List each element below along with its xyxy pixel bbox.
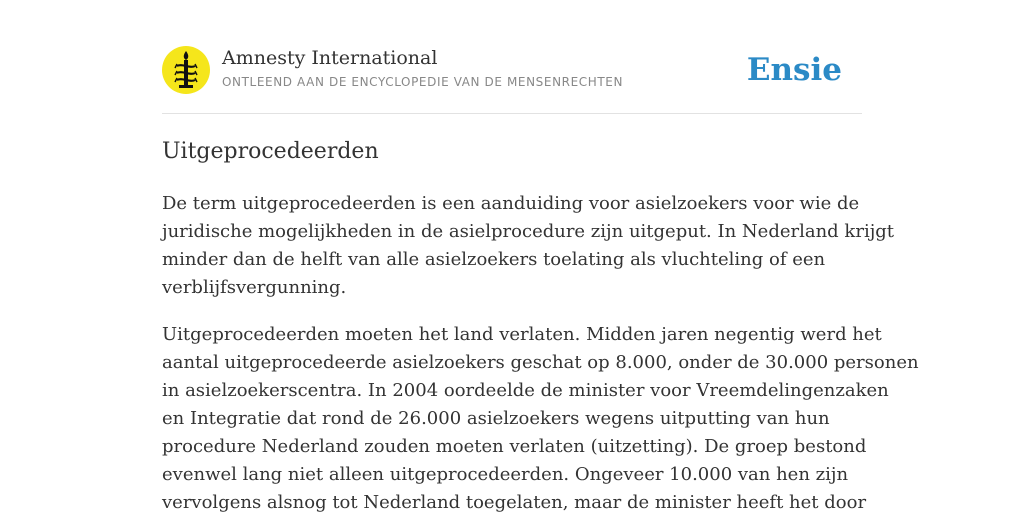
text-line: vervolgens alsnog tot Nederland toegelaten, maar de minister heeft het door <box>162 492 867 512</box>
header <box>162 46 862 96</box>
text-line: minder dan de helft van alle asielzoekers toelating als vluchteling of een <box>162 249 826 270</box>
text-line: aantal uitgeprocedeerde asielzoekers geschat op 8.000, onder de 30.000 personen <box>162 352 919 373</box>
text-line: Uitgeprocedeerden moeten het land verlaten. Midden jaren negentig werd het <box>162 324 882 345</box>
text-line: evenwel lang niet alleen uitgeprocedeerden. Ongeveer 10.000 van hen zijn <box>162 464 849 485</box>
article-title: Uitgeprocedeerden <box>162 139 379 164</box>
text-line: juridische mogelijkheden in de asielprocedure zijn uitgeput. In Nederland krijgt <box>162 221 895 242</box>
text-line: De term uitgeprocedeerden is een aanduiding voor asielzoekers voor wie de <box>162 193 860 214</box>
article-paragraph <box>162 321 919 512</box>
brand-name: Amnesty International <box>222 47 438 69</box>
text-line: procedure Nederland zouden moeten verlaten (uitzetting). De groep bestond <box>162 436 867 457</box>
article-paragraph <box>162 190 895 302</box>
header-divider <box>162 113 862 114</box>
article-body <box>162 190 919 512</box>
text-line: verblijfsvergunning. <box>162 277 347 298</box>
ensie-logo-link[interactable]: Ensie <box>746 52 842 88</box>
brand-subtitle: ONTLEEND AAN DE ENCYCLOPEDIE VAN DE MENSENRECHTEN <box>222 75 624 89</box>
text-line: en Integratie dat rond de 26.000 asielzoekers wegens uitputting van hun <box>162 408 830 429</box>
text-line: in asielzoekerscentra. In 2004 oordeelde de minister voor Vreemdelingenzaken <box>162 380 889 401</box>
amnesty-candle-icon[interactable] <box>162 46 210 94</box>
